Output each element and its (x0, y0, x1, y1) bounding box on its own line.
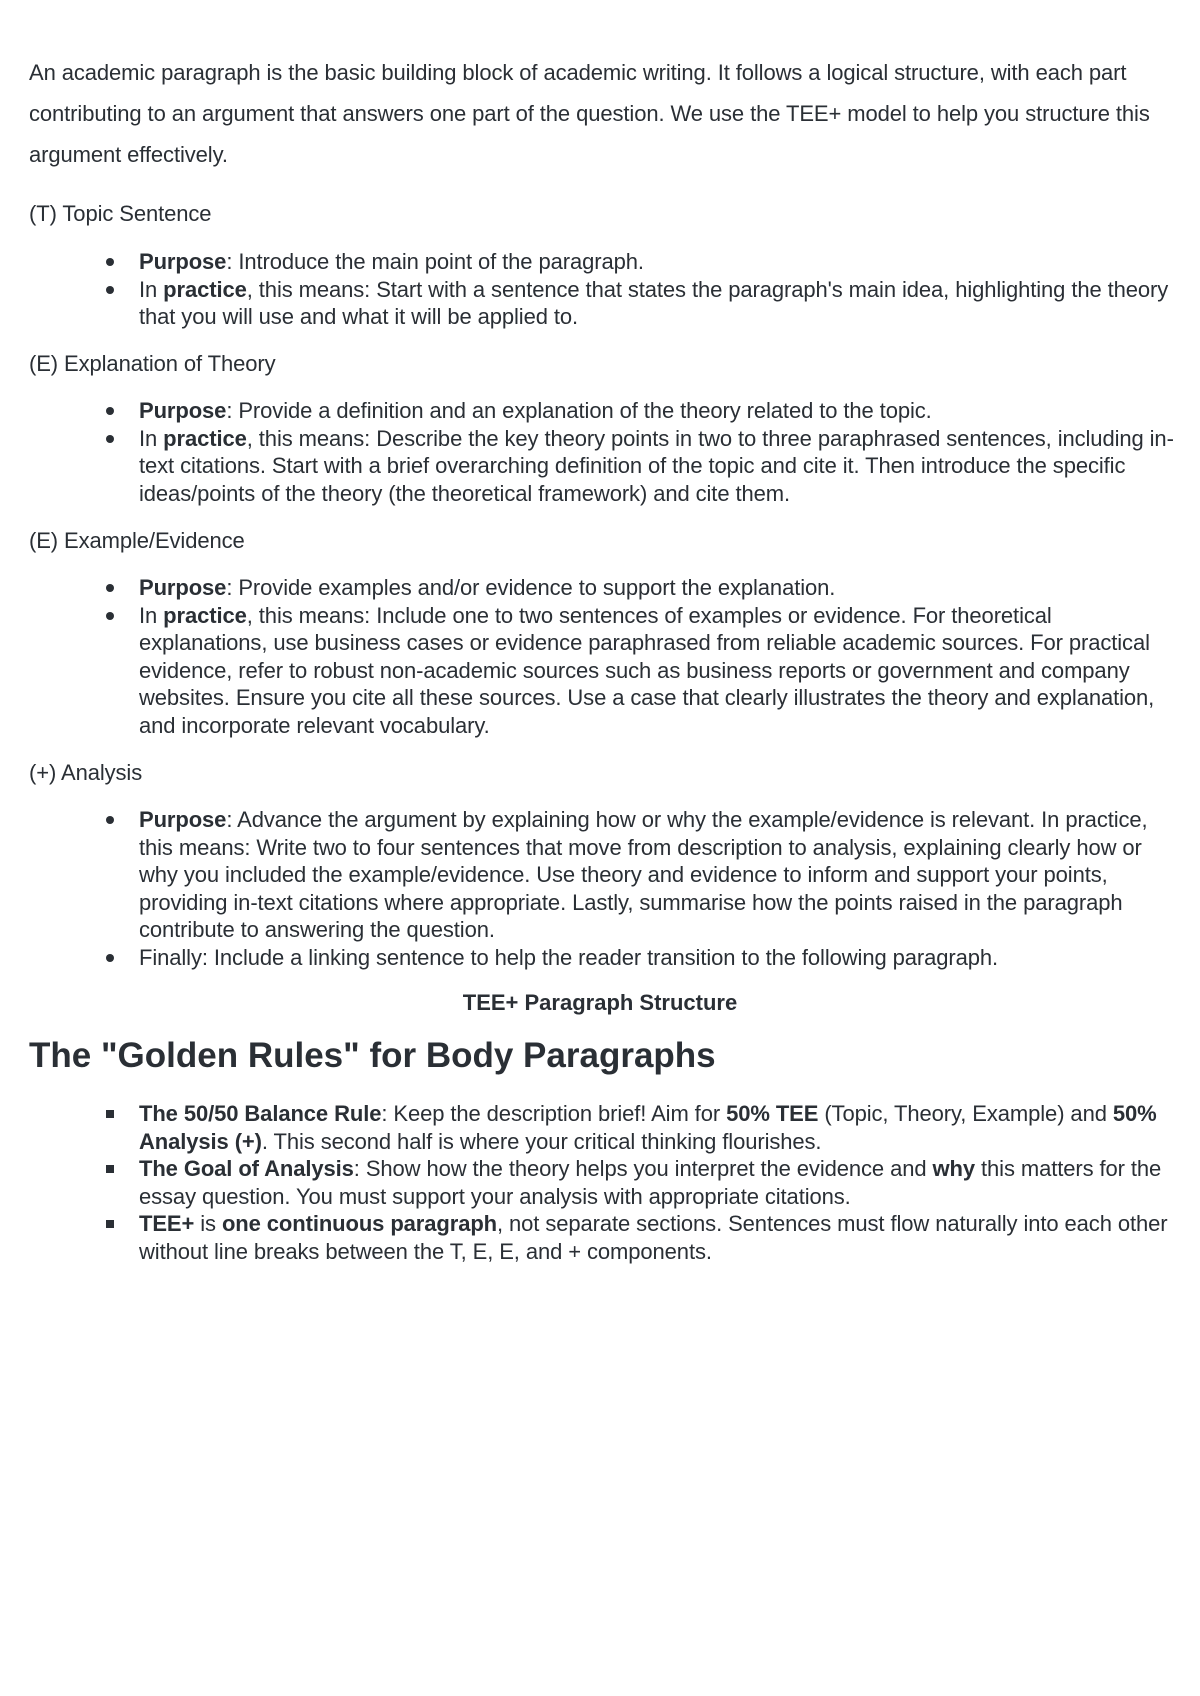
bullet-dot-icon (106, 612, 114, 620)
list-item: The 50/50 Balance Rule: Keep the description brief! Aim for 50% TEE (Topic, Theory, Example) and 50% Analysis (+). This second half is where your critical thinking flourishes. (139, 1100, 1184, 1155)
bullet-square-icon (106, 1220, 114, 1228)
heading-explanation-of-theory: (E) Explanation of Theory (29, 351, 276, 376)
figure-caption: TEE+ Paragraph Structure (462, 990, 738, 1015)
list-item: Purpose: Introduce the main point of the paragraph. (139, 248, 1184, 276)
analysis-list (139, 806, 1184, 971)
list-item: In practice, this means: Include one to two sentences of examples or evidence. For theoretical explanations, use business cases or evidence paraphrased from reliable academic sources. For practical evidence, refer to robust non-academic sources such as business reports or government and company websites. Ensure you cite all these sources. Use a case that clearly illustrates the theory and explanation, and incorporate relevant vocabulary. (139, 602, 1184, 740)
list-item: Purpose: Provide a definition and an explanation of the theory related to the topic. (139, 397, 1184, 425)
golden-rules-list (139, 1100, 1184, 1265)
list-item: In practice, this means: Start with a sentence that states the paragraph's main idea, highlighting the theory that you will use and what it will be applied to. (139, 276, 1184, 331)
list-item: Finally: Include a linking sentence to help the reader transition to the following paragraph. (139, 944, 1184, 972)
list-item: The Goal of Analysis: Show how the theory helps you interpret the evidence and why this matters for the essay question. You must support your analysis with appropriate citations. (139, 1155, 1184, 1210)
list-item: TEE+ is one continuous paragraph, not separate sections. Sentences must flow naturally into each other without line breaks between the T, E, E, and + components. (139, 1210, 1184, 1265)
heading-example-evidence: (E) Example/Evidence (29, 528, 245, 553)
heading-topic-sentence: (T) Topic Sentence (29, 201, 212, 226)
example-evidence-list (139, 574, 1184, 739)
list-item: Purpose: Provide examples and/or evidence to support the explanation. (139, 574, 1184, 602)
topic-sentence-list (139, 248, 1184, 331)
heading-analysis: (+) Analysis (29, 760, 143, 785)
bullet-dot-icon (106, 407, 114, 415)
bullet-dot-icon (106, 286, 114, 294)
bullet-dot-icon (106, 816, 114, 824)
bullet-square-icon (106, 1165, 114, 1173)
list-item: Purpose: Advance the argument by explaining how or why the example/evidence is relevant. In practice, this means: Write two to four sentences that move from description to analysis, explaining clearly how or why you included the example/evidence. Use theory and evidence to inform and support your points, providing in-text citations where appropriate. Lastly, summarise how the points raised in the paragraph contribute to answering the question. (139, 806, 1184, 944)
golden-rules-heading: The "Golden Rules" for Body Paragraphs (29, 1036, 716, 1075)
bullet-dot-icon (106, 584, 114, 592)
bullet-dot-icon (106, 258, 114, 266)
bullet-dot-icon (106, 435, 114, 443)
list-item: In practice, this means: Describe the key theory points in two to three paraphrased sentences, including in-text citations. Start with a brief overarching definition of the topic and cite it. Then introduce the specific ideas/points of the theory (the theoretical framework) and cite them. (139, 425, 1184, 508)
explanation-list (139, 397, 1184, 507)
bullet-dot-icon (106, 954, 114, 962)
intro-paragraph: An academic paragraph is the basic building block of academic writing. It follows a logical structure, with each part contributing to an argument that answers one part of the question. We use the TEE+ model to help you structure this argument effectively. (29, 60, 1150, 167)
bullet-square-icon (106, 1110, 114, 1118)
